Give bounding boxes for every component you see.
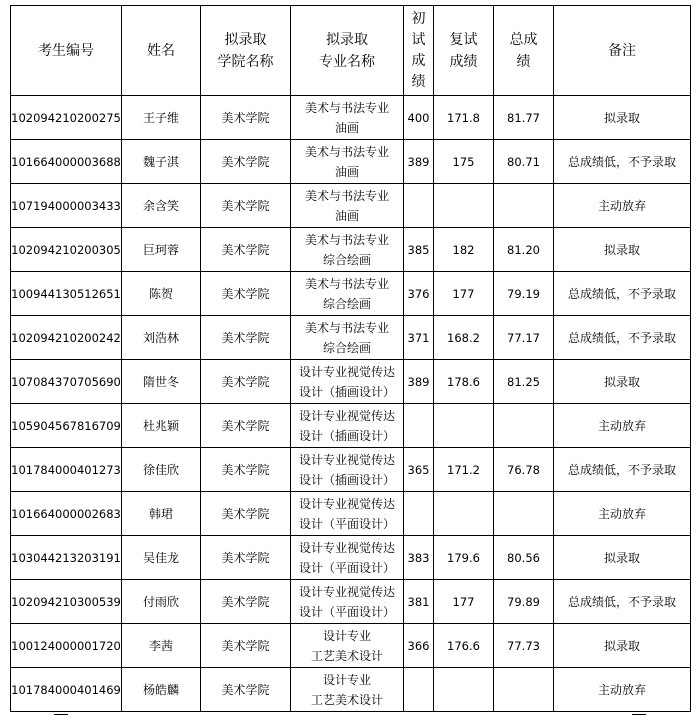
cell-major-line: 美术与书法专业 <box>304 276 389 291</box>
cell-major-line: 设计专业视觉传达 <box>298 496 395 511</box>
table-row <box>11 272 691 316</box>
cell-initial-score: 376 <box>404 272 434 316</box>
cell-major <box>291 360 404 404</box>
admission-results-table <box>10 5 691 712</box>
cell-major <box>291 492 404 536</box>
cell-college: 美术学院 <box>201 668 291 712</box>
cell-initial-score: 371 <box>404 316 434 360</box>
cell-candidate-id: 107194000003433 <box>11 184 122 228</box>
cell-candidate-id: 101664000002683 <box>11 492 122 536</box>
cell-remark: 总成绩低，不予录取 <box>554 316 691 360</box>
header-retest-line: 成绩 <box>449 53 478 70</box>
cell-initial-score: 383 <box>404 536 434 580</box>
header-college-line: 拟录取 <box>224 31 267 48</box>
cell-major-line: 美术与书法专业 <box>304 232 389 247</box>
table-row <box>11 140 691 184</box>
table-row <box>11 316 691 360</box>
cell-remark: 总成绩低，不予录取 <box>554 448 691 492</box>
cell-major <box>291 316 404 360</box>
cell-candidate-id: 100944130512651 <box>11 272 122 316</box>
cell-major <box>291 624 404 668</box>
cell-retest-score <box>434 184 494 228</box>
cell-total-score: 76.78 <box>494 448 554 492</box>
cell-remark: 总成绩低，不予录取 <box>554 580 691 624</box>
table-row <box>11 536 691 580</box>
cell-major-line: 设计（插画设计） <box>298 428 395 443</box>
cell-major-line: 综合绘画 <box>322 252 371 267</box>
table-row <box>11 96 691 140</box>
cell-candidate-id: 105904567816709 <box>11 404 122 448</box>
cell-major-line: 设计专业视觉传达 <box>298 452 395 467</box>
cell-college: 美术学院 <box>201 140 291 184</box>
table-row <box>11 404 691 448</box>
cell-initial-score <box>404 668 434 712</box>
cell-major <box>291 536 404 580</box>
cell-college: 美术学院 <box>201 448 291 492</box>
cell-major <box>291 448 404 492</box>
cell-name: 巨珂蓉 <box>122 228 201 272</box>
header-remark: 备注 <box>554 6 691 96</box>
cell-major <box>291 668 404 712</box>
cell-candidate-id: 102094210200242 <box>11 316 122 360</box>
cell-retest-score <box>434 492 494 536</box>
cell-major <box>291 96 404 140</box>
cell-candidate-id: 102094210300539 <box>11 580 122 624</box>
cell-remark: 拟录取 <box>554 96 691 140</box>
cell-total-score <box>494 668 554 712</box>
cell-major-line: 综合绘画 <box>322 296 371 311</box>
cell-major-line: 设计（平面设计） <box>298 560 395 575</box>
cell-total-score: 77.17 <box>494 316 554 360</box>
cell-retest-score: 171.8 <box>434 96 494 140</box>
cell-retest-score: 171.2 <box>434 448 494 492</box>
cell-total-score: 77.73 <box>494 624 554 668</box>
header-college-line: 学院名称 <box>217 53 274 70</box>
cell-college: 美术学院 <box>201 580 291 624</box>
cell-college: 美术学院 <box>201 624 291 668</box>
cell-initial-score <box>404 492 434 536</box>
cell-candidate-id: 101784000401273 <box>11 448 122 492</box>
header-retest-score <box>434 6 494 96</box>
cell-major <box>291 404 404 448</box>
header-total-score <box>494 6 554 96</box>
cell-name: 陈贺 <box>122 272 201 316</box>
cell-name: 吴佳龙 <box>122 536 201 580</box>
cell-name: 魏子淇 <box>122 140 201 184</box>
cell-major <box>291 184 404 228</box>
cell-total-score: 81.20 <box>494 228 554 272</box>
cell-initial-score: 389 <box>404 360 434 404</box>
cell-name: 余含笑 <box>122 184 201 228</box>
header-row <box>11 6 691 96</box>
cell-total-score: 79.89 <box>494 580 554 624</box>
header-name: 姓名 <box>122 6 201 96</box>
cell-initial-score <box>404 184 434 228</box>
header-initial-char: 成 <box>411 52 426 69</box>
cell-total-score: 81.77 <box>494 96 554 140</box>
cell-major-line: 设计专业 <box>322 672 371 687</box>
cell-name: 李茜 <box>122 624 201 668</box>
header-retest-line: 复试 <box>449 31 478 48</box>
cell-candidate-id: 101664000003688 <box>11 140 122 184</box>
cell-college: 美术学院 <box>201 228 291 272</box>
cell-candidate-id: 102094210200275 <box>11 96 122 140</box>
header-total-line: 总成 <box>509 31 538 48</box>
cell-total-score <box>494 404 554 448</box>
cell-total-score: 81.25 <box>494 360 554 404</box>
cell-college: 美术学院 <box>201 492 291 536</box>
cell-name: 徐佳欣 <box>122 448 201 492</box>
table-row <box>11 668 691 712</box>
cell-retest-score: 179.6 <box>434 536 494 580</box>
cell-retest-score: 177 <box>434 272 494 316</box>
cell-name: 杜兆颖 <box>122 404 201 448</box>
cell-total-score <box>494 492 554 536</box>
cell-name: 刘浩林 <box>122 316 201 360</box>
cell-major-line: 美术与书法专业 <box>304 188 389 203</box>
cell-remark: 拟录取 <box>554 536 691 580</box>
cell-major-line: 设计（插画设计） <box>298 472 395 487</box>
cell-remark: 主动放弃 <box>554 668 691 712</box>
cell-retest-score: 178.6 <box>434 360 494 404</box>
cell-total-score: 80.71 <box>494 140 554 184</box>
cell-remark: 主动放弃 <box>554 404 691 448</box>
cell-retest-score <box>434 404 494 448</box>
cell-major-line: 设计（插画设计） <box>298 384 395 399</box>
header-initial-char: 试 <box>411 31 426 48</box>
header-college <box>201 6 291 96</box>
cell-remark: 拟录取 <box>554 360 691 404</box>
cell-name: 韩珺 <box>122 492 201 536</box>
cell-candidate-id: 107084370705690 <box>11 360 122 404</box>
cell-major-line: 美术与书法专业 <box>304 100 389 115</box>
header-major-line: 拟录取 <box>326 31 368 48</box>
cell-total-score <box>494 184 554 228</box>
cell-college: 美术学院 <box>201 316 291 360</box>
cell-major-line: 设计专业视觉传达 <box>298 584 395 599</box>
cell-name: 杨皓麟 <box>122 668 201 712</box>
cell-total-score: 79.19 <box>494 272 554 316</box>
cell-major-line: 设计专业 <box>322 628 371 643</box>
cell-major-line: 油画 <box>334 164 359 179</box>
cell-initial-score: 400 <box>404 96 434 140</box>
header-total-line: 绩 <box>516 53 531 70</box>
table-row <box>11 580 691 624</box>
cell-initial-score: 389 <box>404 140 434 184</box>
cell-major-line: 设计专业视觉传达 <box>298 540 395 555</box>
cell-major <box>291 580 404 624</box>
header-major-line: 专业名称 <box>319 53 375 70</box>
cell-remark: 拟录取 <box>554 624 691 668</box>
cell-remark: 主动放弃 <box>554 492 691 536</box>
table-row <box>11 448 691 492</box>
cell-college: 美术学院 <box>201 96 291 140</box>
cell-major-line: 油画 <box>334 208 359 223</box>
cell-major <box>291 272 404 316</box>
cell-remark: 总成绩低，不予录取 <box>554 140 691 184</box>
table-row <box>11 184 691 228</box>
cell-college: 美术学院 <box>201 184 291 228</box>
table-row <box>11 228 691 272</box>
cell-candidate-id: 103044213203191 <box>11 536 122 580</box>
cell-remark: 总成绩低，不予录取 <box>554 272 691 316</box>
cell-initial-score <box>404 404 434 448</box>
cell-initial-score: 365 <box>404 448 434 492</box>
cell-name: 王子维 <box>122 96 201 140</box>
cell-retest-score: 175 <box>434 140 494 184</box>
cell-name: 付雨欣 <box>122 580 201 624</box>
header-initial-char: 初 <box>411 10 426 27</box>
header-initial-score <box>404 6 434 96</box>
table-row <box>11 360 691 404</box>
cell-major-line: 美术与书法专业 <box>304 144 389 159</box>
cell-retest-score: 177 <box>434 580 494 624</box>
cell-major <box>291 140 404 184</box>
cell-major-line: 油画 <box>334 120 359 135</box>
table-row <box>11 624 691 668</box>
cell-retest-score: 168.2 <box>434 316 494 360</box>
cell-remark: 主动放弃 <box>554 184 691 228</box>
header-initial-char: 绩 <box>411 73 426 90</box>
cell-retest-score: 176.6 <box>434 624 494 668</box>
cell-major-line: 设计（平面设计） <box>298 604 395 619</box>
cell-initial-score: 366 <box>404 624 434 668</box>
cell-candidate-id: 102094210200305 <box>11 228 122 272</box>
cell-initial-score: 385 <box>404 228 434 272</box>
cell-major <box>291 228 404 272</box>
cell-remark: 拟录取 <box>554 228 691 272</box>
cell-retest-score <box>434 668 494 712</box>
cell-initial-score: 381 <box>404 580 434 624</box>
cell-retest-score: 182 <box>434 228 494 272</box>
cell-college: 美术学院 <box>201 272 291 316</box>
cell-name: 隋世冬 <box>122 360 201 404</box>
table-row <box>11 492 691 536</box>
header-major <box>291 6 404 96</box>
cell-major-line: 设计（平面设计） <box>298 516 395 531</box>
cell-total-score: 80.56 <box>494 536 554 580</box>
cell-candidate-id: 100124000001720 <box>11 624 122 668</box>
cell-major-line: 设计专业视觉传达 <box>298 408 395 423</box>
cell-major-line: 美术与书法专业 <box>304 320 389 335</box>
header-candidate-id: 考生编号 <box>11 6 122 96</box>
cell-candidate-id: 101784000401469 <box>11 668 122 712</box>
cell-college: 美术学院 <box>201 536 291 580</box>
cell-major-line: 综合绘画 <box>322 340 371 355</box>
cell-major-line: 设计专业视觉传达 <box>298 364 395 379</box>
cell-college: 美术学院 <box>201 360 291 404</box>
cell-college: 美术学院 <box>201 404 291 448</box>
cell-major-line: 工艺美术设计 <box>310 648 383 663</box>
cell-major-line: 工艺美术设计 <box>310 692 383 707</box>
